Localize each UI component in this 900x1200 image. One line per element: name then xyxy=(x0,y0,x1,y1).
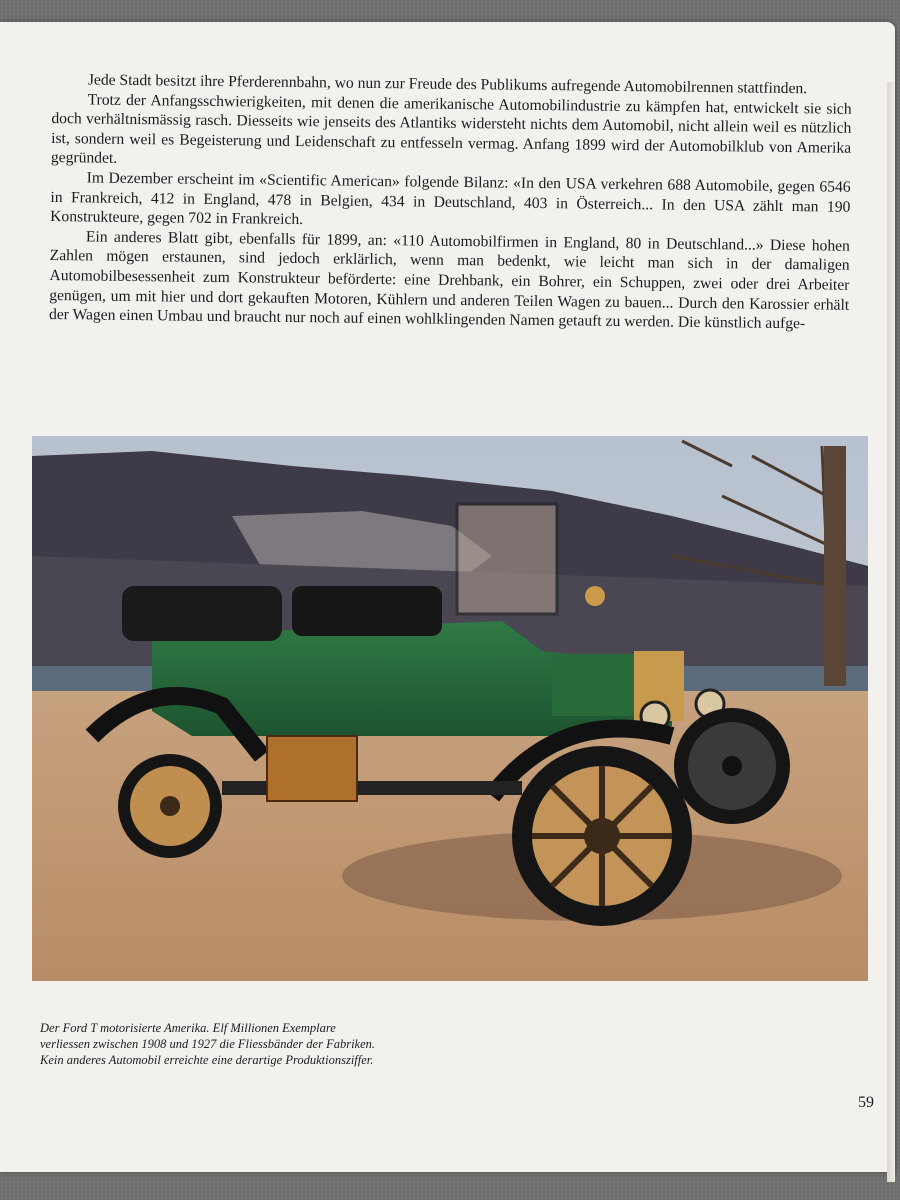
page-number: 59 xyxy=(858,1094,874,1111)
ford-model-t-photo xyxy=(32,436,868,981)
caption-line: Kein anderes Automobil erreichte eine derartige Produktionsziffer. xyxy=(40,1053,374,1067)
paragraph: Im Dezember erscheint im «Scientific American» folgende Bilanz: «In den USA verkehren 688 Automobile, gegen 6546 in Frankreich, 412 in England, 478 in Belgien, 434 in Deutschland, 403 in Österreich... In den USA zählt man 190 Konstrukteure, gegen 702 in Frankreich. xyxy=(50,169,851,229)
caption-line: verliessen zwischen 1908 und 1927 die Fliessbänder der Fabriken. xyxy=(40,1037,376,1051)
body-text xyxy=(49,70,852,334)
paragraph: Jede Stadt besitzt ihre Pferderennbahn, wo nun zur Freude des Publikums aufregende Automobilrennen stattfinden. xyxy=(87,71,808,98)
paragraph: Trotz der Anfangsschwierigkeiten, mit denen die amerikanische Automobilindustrie zu kämpfen hat, entwickelt sie sich doch verhältnismässig rasch. Diesseits wie jenseits des Atlantiks widersteht nichts dem Automobil, nicht allein weil es nützlich ist, sondern weil es Begeisterung und Leidenschaft zu entfesseln vermag. Anfang 1899 wird der Automobilklub von Amerika gegründet. xyxy=(50,91,852,168)
paragraph: Ein anderes Blatt gibt, ebenfalls für 1899, an: «110 Automobilfirmen in England, 80 in Deutschland...» Diese hohen Zahlen mögen erstaunen, sind jedoch erklärlich, wenn man bedenkt, wie leicht man sich in der damaligen Automobilbesessenheit zum Konstrukteur beförderte: eine Drehbank, ein Bohrer, ein Schuppen, zwei oder drei Arbeiter genügen, um mit hier und dort gekauften Motoren, Kühlern und anderen Teilen Wagen zu bauen... Durch den Karossier erhält der Wagen einen Umbau und braucht nur noch auf einen wohlklingenden Namen getauft zu werden. Die künstlich aufge- xyxy=(48,228,851,333)
photo-caption xyxy=(40,1020,560,1068)
page-edge xyxy=(887,82,895,1182)
caption-line: Der Ford T motorisierte Amerika. Elf Millionen Exemplare xyxy=(40,1021,336,1035)
